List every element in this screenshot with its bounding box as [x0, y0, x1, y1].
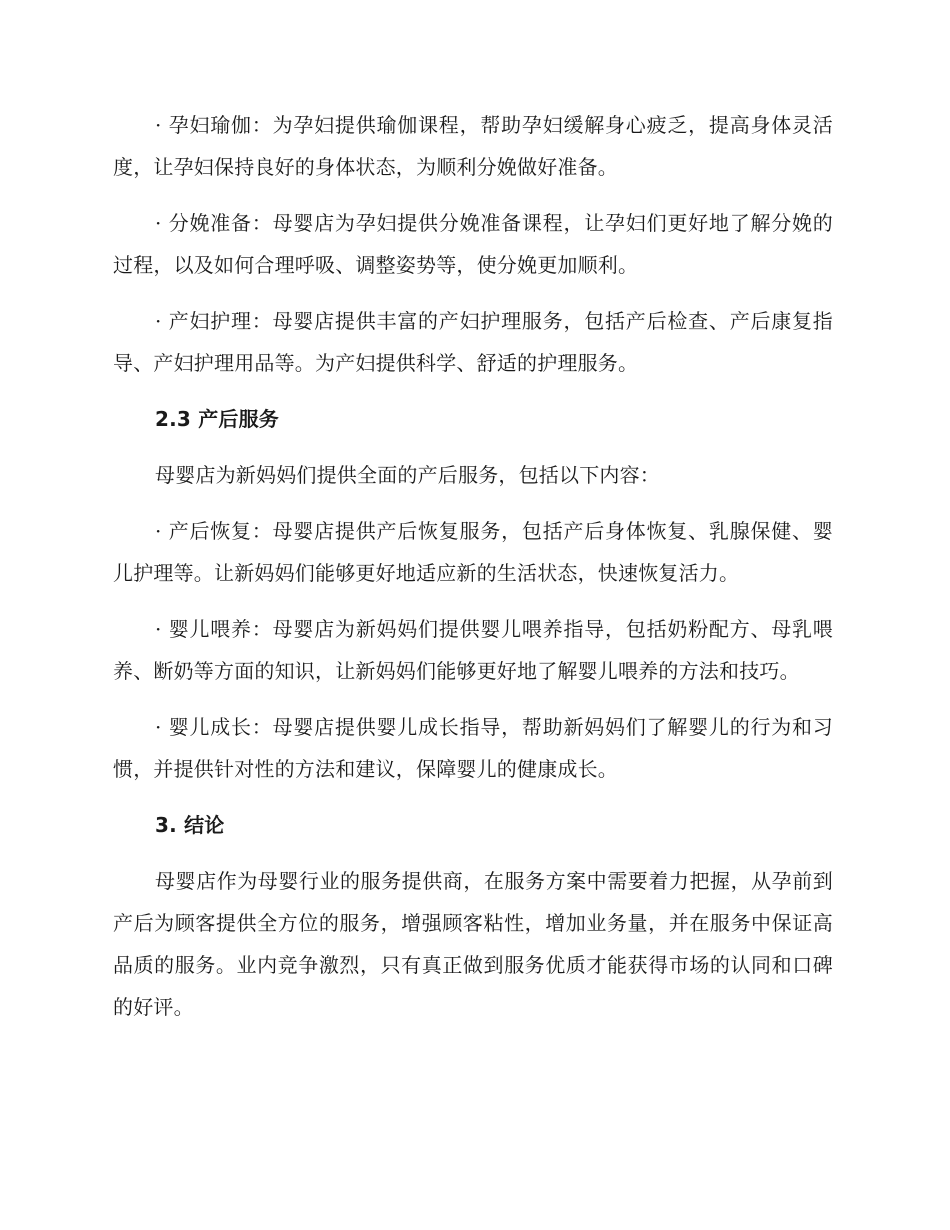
paragraph-conclusion: 母婴店作为母婴行业的服务提供商，在服务方案中需要着力把握，从孕前到产后为顾客提供全方位的服务，增强顾客粘性，增加业务量，并在服务中保证高品质的服务。业内竞争激烈，只有真正做到服务优质才能获得市场的认同和口碑的好评。: [113, 869, 833, 1019]
section-heading-conclusion: 3. 结论: [155, 813, 225, 837]
paragraph-maternal-care: · 产妇护理：母婴店提供丰富的产妇护理服务，包括产后检查、产后康复指导、产妇护理用品等。为产妇提供科学、舒适的护理服务。: [113, 309, 833, 375]
paragraph-infant-growth: · 婴儿成长：母婴店提供婴儿成长指导，帮助新妈妈们了解婴儿的行为和习惯，并提供针对性的方法和建议，保障婴儿的健康成长。: [113, 715, 833, 781]
paragraph-postpartum-intro: 母婴店为新妈妈们提供全面的产后服务，包括以下内容：: [155, 463, 660, 487]
section-heading-postpartum-services: 2.3 产后服务: [155, 407, 279, 431]
paragraph-delivery-preparation: · 分娩准备：母婴店为孕妇提供分娩准备课程，让孕妇们更好地了解分娩的过程，以及如何合理呼吸、调整姿势等，使分娩更加顺利。: [113, 211, 833, 277]
paragraph-postpartum-recovery: · 产后恢复：母婴店提供产后恢复服务，包括产后身体恢复、乳腺保健、婴儿护理等。让新妈妈们能够更好地适应新的生活状态，快速恢复活力。: [113, 519, 833, 585]
paragraph-infant-feeding: · 婴儿喂养：母婴店为新妈妈们提供婴儿喂养指导，包括奶粉配方、母乳喂养、断奶等方面的知识，让新妈妈们能够更好地了解婴儿喂养的方法和技巧。: [113, 617, 833, 683]
paragraph-prenatal-yoga: · 孕妇瑜伽：为孕妇提供瑜伽课程，帮助孕妇缓解身心疲乏，提高身体灵活度，让孕妇保持良好的身体状态，为顺利分娩做好准备。: [113, 113, 833, 179]
document-page: [113, 104, 833, 1042]
